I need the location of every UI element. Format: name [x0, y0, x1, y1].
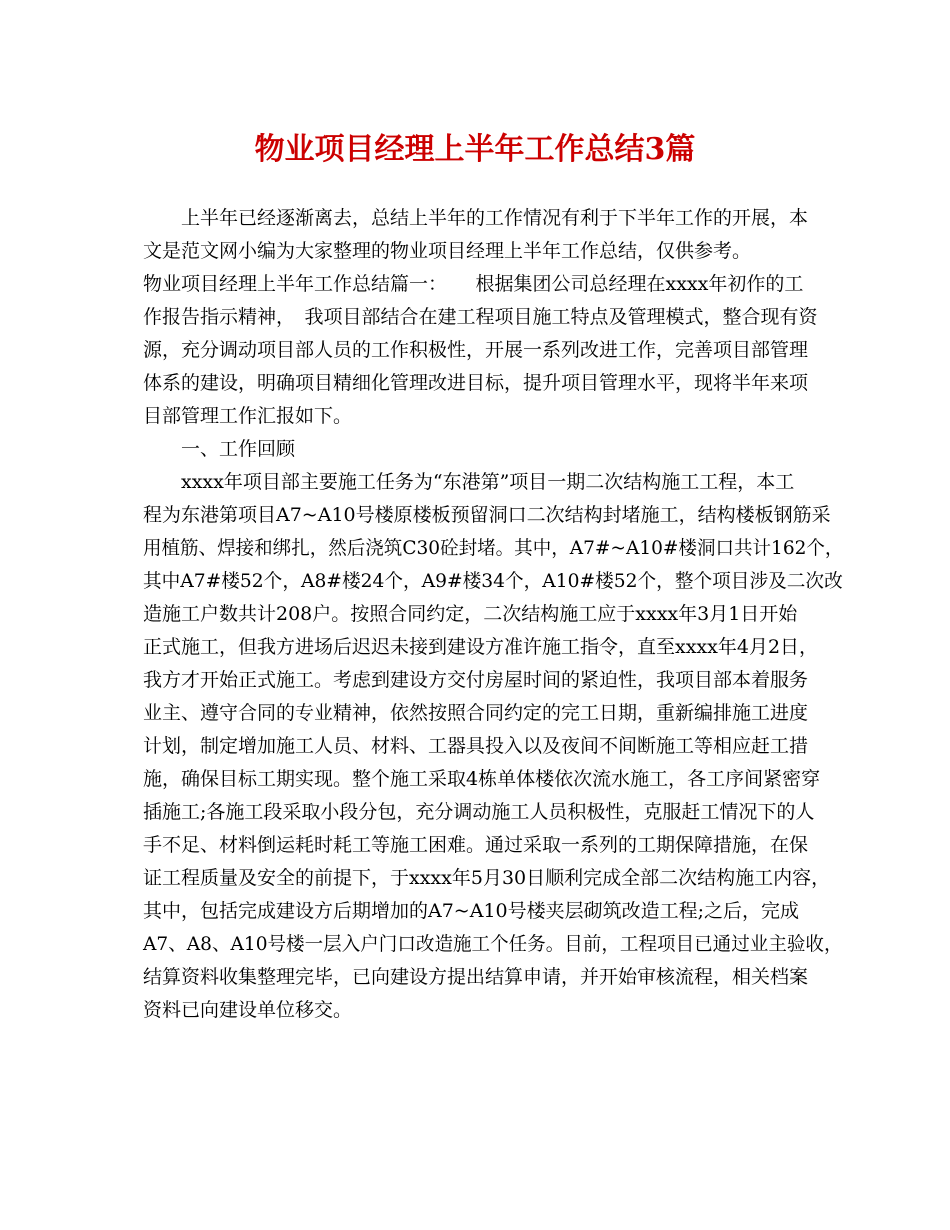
body-line: 文是范文网小编为大家整理的物业项目经理上半年工作总结，仅供参考。	[143, 240, 752, 262]
body-line: 造施工户数共计208户。按照合同约定，二次结构施工应于xxxx年3月1日开始	[143, 603, 798, 625]
body-line: 我方才开始正式施工。考虑到建设方交付房屋时间的紧迫性，我项目部本着服务	[143, 669, 809, 691]
body-line: 证工程质量及安全的前提下，于xxxx年5月30日顺利完成全部二次结构施工内容，	[143, 867, 831, 889]
body-line: 体系的建设，明确项目精细化管理改进目标，提升项目管理水平，现将半年来项	[143, 372, 809, 394]
body-line: 施，确保目标工期实现。整个施工采取4栋单体楼依次流水施工，各工序间紧密穿	[143, 768, 821, 790]
document-body	[143, 202, 844, 1027]
body-line: 用植筋、焊接和绑扎，然后浇筑C30砼封堵。其中，A7#~A10#楼洞口共计162个，	[143, 537, 844, 559]
body-line: 上半年已经逐渐离去，总结上半年的工作情况有利于下半年工作的开展，本	[143, 207, 809, 229]
body-line: 资料已向建设单位移交。	[143, 999, 353, 1021]
document-title: 物业项目经理上半年工作总结3篇	[254, 132, 696, 167]
body-line: 程为东港第项目A7~A10号楼原楼板预留洞口二次结构封堵施工，结构楼板钢筋采	[143, 504, 831, 526]
body-line: 插施工;各施工段采取小段分包，充分调动施工人员积极性，克服赶工情况下的人	[143, 801, 815, 823]
body-line: 正式施工，但我方进场后迟迟未接到建设方准许施工指令，直至xxxx年4月2日，	[143, 636, 819, 658]
body-line: A7、A8、A10号楼一层入户门口改造施工个任务。目前，工程项目已通过业主验收，	[143, 933, 843, 955]
body-line: 其中A7#楼52个，A8#楼24个，A9#楼34个，A10#楼52个，整个项目涉及二次改	[143, 570, 843, 592]
section-heading: 一、工作回顾	[143, 438, 296, 460]
body-line: 物业项目经理上半年工作总结篇一： 根据集团公司总经理在xxxx年初作的工	[143, 273, 804, 295]
body-line: 目部管理工作汇报如下。	[143, 405, 353, 427]
body-line: 其中，包括完成建设方后期增加的A7~A10号楼夹层砌筑改造工程;之后，完成	[143, 900, 800, 922]
body-line: 结算资料收集整理完毕，已向建设方提出结算申请，并开始审核流程，相关档案	[143, 966, 809, 988]
body-line: xxxx年项目部主要施工任务为“东港第”项目一期二次结构施工工程，本工	[143, 471, 795, 493]
body-line: 作报告指示精神， 我项目部结合在建工程项目施工特点及管理模式，整合现有资	[143, 306, 818, 328]
body-line: 手不足、材料倒运耗时耗工等施工困难。通过采取一系列的工期保障措施，在保	[143, 834, 809, 856]
body-line: 计划，制定增加施工人员、材料、工器具投入以及夜间不间断施工等相应赶工措	[143, 735, 809, 757]
body-line: 业主、遵守合同的专业精神，依然按照合同约定的完工日期，重新编排施工进度	[143, 702, 809, 724]
body-line: 源，充分调动项目部人员的工作积极性，开展一系列改进工作，完善项目部管理	[143, 339, 809, 361]
